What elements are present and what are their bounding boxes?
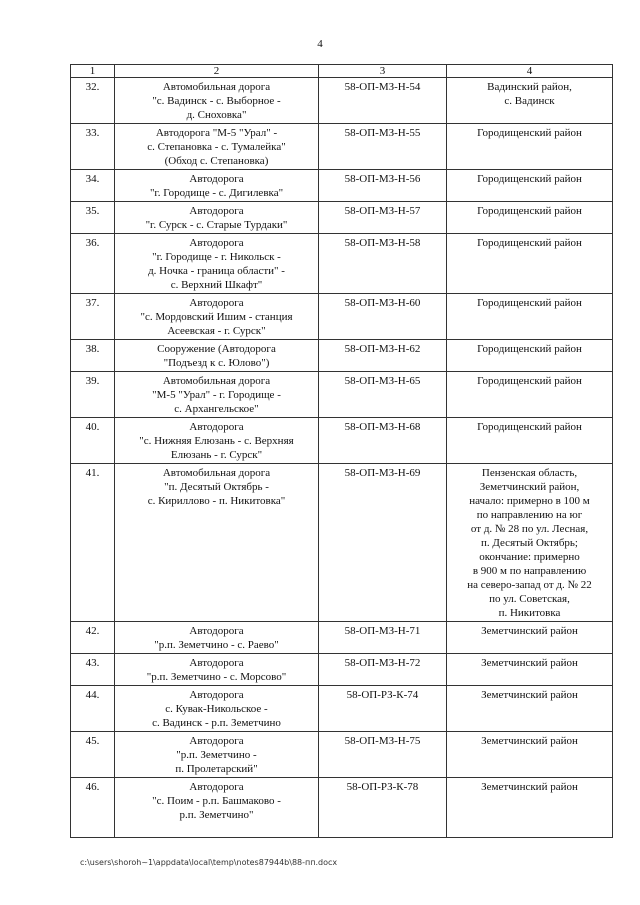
row-number: 45. (71, 732, 115, 778)
district-line: Городищенский район (477, 421, 582, 433)
column-header: 1 (71, 65, 115, 78)
road-name-cell (115, 234, 319, 294)
district-cell (447, 686, 613, 732)
district-line: на северо-запад от д. № 22 (467, 579, 592, 591)
table-row (71, 294, 613, 340)
table-row (71, 78, 613, 124)
road-code: 58-ОП-МЗ-Н-55 (319, 124, 447, 170)
road-name-cell (115, 622, 319, 654)
road-name-cell (115, 732, 319, 778)
road-name-line: Автодорога (189, 237, 244, 249)
row-number: 38. (71, 340, 115, 372)
road-name-line: "с. Вадинск - с. Выборное - (152, 95, 281, 107)
road-name-line: Автодорога (189, 625, 244, 637)
table-row (71, 170, 613, 202)
road-name-line: "М-5 "Урал" - г. Городище - (152, 389, 281, 401)
district-cell (447, 732, 613, 778)
road-name-line: с. Кириллово - п. Никитовка" (147, 495, 286, 507)
road-name-line: д. Сноховка" (186, 109, 247, 121)
row-number: 40. (71, 418, 115, 464)
district-line: Земетчинский район, (479, 481, 580, 493)
column-header: 2 (115, 65, 319, 78)
road-name-line: Асеевская - г. Сурск" (167, 325, 266, 337)
road-name-line: Автодорога (189, 689, 244, 701)
table-row (71, 778, 613, 838)
row-number: 37. (71, 294, 115, 340)
district-line: Земетчинский район (481, 781, 578, 793)
table-row (71, 234, 613, 294)
district-line: Городищенский район (477, 343, 582, 355)
row-number: 36. (71, 234, 115, 294)
table-header-row (71, 65, 613, 78)
district-line: в 900 м по направлению (472, 565, 587, 577)
road-name-line: с. Степановка - с. Тумалейка" (147, 141, 286, 153)
district-cell (447, 234, 613, 294)
road-code: 58-ОП-МЗ-Н-62 (319, 340, 447, 372)
district-cell (447, 340, 613, 372)
road-name-line: "р.п. Земетчино - с. Морсово" (146, 671, 287, 683)
district-line: Земетчинский район (481, 657, 578, 669)
road-name-line: "г. Городище - г. Никольск - (152, 251, 281, 263)
road-name-line: "п. Десятый Октябрь - (164, 481, 269, 493)
footer-file-path: c:\users\shoroh~1\appdata\local\temp\notes87944b\88-пп.docx (80, 858, 338, 867)
table-row (71, 418, 613, 464)
road-code: 58-ОП-МЗ-Н-69 (319, 464, 447, 622)
road-name-line: с. Верхний Шкафт" (170, 279, 263, 291)
district-line: по ул. Советская, (489, 593, 570, 605)
road-name-cell (115, 778, 319, 838)
road-name-line: Автомобильная дорога (162, 375, 271, 387)
road-code: 58-ОП-МЗ-Н-71 (319, 622, 447, 654)
table-row (71, 686, 613, 732)
district-cell (447, 372, 613, 418)
road-name-cell (115, 464, 319, 622)
road-code: 58-ОП-МЗ-Н-58 (319, 234, 447, 294)
road-name-cell (115, 170, 319, 202)
table-row (71, 372, 613, 418)
road-name-line: с. Кувак-Никольское - (165, 703, 268, 715)
road-code: 58-ОП-РЗ-К-78 (319, 778, 447, 838)
district-line: с. Вадинск (504, 95, 555, 107)
district-line: Земетчинский район (481, 689, 578, 701)
road-name-line: "с. Нижняя Елюзань - с. Верхняя (139, 435, 294, 447)
road-name-line: "с. Поим - р.п. Башмаково - (152, 795, 281, 807)
district-line: Городищенский район (477, 127, 582, 139)
district-line: п. Десятый Октябрь; (481, 537, 578, 549)
district-cell (447, 778, 613, 838)
district-cell (447, 622, 613, 654)
table-row (71, 622, 613, 654)
column-header: 3 (319, 65, 447, 78)
table-row (71, 202, 613, 234)
road-code: 58-ОП-МЗ-Н-54 (319, 78, 447, 124)
road-name-line: "г. Городище - с. Дигилевка" (149, 187, 284, 199)
row-number: 32. (71, 78, 115, 124)
road-name-line: р.п. Земетчино" (179, 809, 254, 821)
district-line: Городищенский район (477, 237, 582, 249)
road-name-cell (115, 294, 319, 340)
road-name-cell (115, 340, 319, 372)
table-row (71, 732, 613, 778)
district-cell (447, 78, 613, 124)
road-name-line: "р.п. Земетчино - (176, 749, 257, 761)
row-number: 43. (71, 654, 115, 686)
row-number: 46. (71, 778, 115, 838)
district-line: окончание: примерно (479, 551, 580, 563)
road-name-line: Сооружение (Автодорога (157, 343, 276, 355)
road-name-line: Автодорога (189, 657, 244, 669)
road-code: 58-ОП-МЗ-Н-65 (319, 372, 447, 418)
row-number: 42. (71, 622, 115, 654)
road-name-cell (115, 78, 319, 124)
district-line: Земетчинский район (481, 735, 578, 747)
road-name-line: Автодорога (189, 297, 244, 309)
road-name-cell (115, 202, 319, 234)
district-line: п. Никитовка (498, 607, 561, 619)
road-name-cell (115, 686, 319, 732)
district-cell (447, 294, 613, 340)
district-line: по направлению на юг (476, 509, 583, 521)
road-name-line: Автодорога (189, 421, 244, 433)
row-number: 35. (71, 202, 115, 234)
road-name-cell (115, 372, 319, 418)
column-header: 4 (447, 65, 613, 78)
table-row (71, 124, 613, 170)
district-line: Пензенская область, (481, 467, 578, 479)
road-name-cell (115, 418, 319, 464)
row-number: 41. (71, 464, 115, 622)
district-cell (447, 124, 613, 170)
district-cell (447, 464, 613, 622)
road-name-line: Автодорога (189, 173, 244, 185)
road-name-line: Автомобильная дорога (162, 467, 271, 479)
road-name-line: с. Вадинск - р.п. Земетчино (152, 717, 281, 729)
row-number: 33. (71, 124, 115, 170)
road-name-line: Автодорога (189, 735, 244, 747)
table-row (71, 654, 613, 686)
page-number: 4 (317, 38, 323, 50)
road-name-line: "с. Мордовский Ишим - станция (140, 311, 293, 323)
district-line: Земетчинский район (481, 625, 578, 637)
district-line: Городищенский район (477, 173, 582, 185)
table-row (71, 340, 613, 372)
road-name-line: Автомобильная дорога (162, 81, 271, 93)
row-number: 39. (71, 372, 115, 418)
road-name-line: "Подъезд к с. Юлово") (163, 357, 270, 369)
row-number: 34. (71, 170, 115, 202)
road-name-line: Автодорога "М-5 "Урал" - (155, 127, 278, 139)
road-code: 58-ОП-РЗ-К-74 (319, 686, 447, 732)
road-code: 58-ОП-МЗ-Н-56 (319, 170, 447, 202)
road-code: 58-ОП-МЗ-Н-68 (319, 418, 447, 464)
district-cell (447, 418, 613, 464)
road-name-line: "г. Сурск - с. Старые Турдаки" (145, 219, 288, 231)
district-line: начало: примерно в 100 м (469, 495, 590, 507)
road-name-line: Автодорога (189, 781, 244, 793)
road-name-line: (Обход с. Степановка) (164, 155, 269, 167)
table-body (71, 78, 613, 838)
road-name-line: "р.п. Земетчино - с. Раево" (154, 639, 279, 651)
road-name-line: Елюзань - г. Сурск" (170, 449, 263, 461)
road-name-line: п. Пролетарский" (175, 763, 258, 775)
district-cell (447, 202, 613, 234)
road-name-line: Автодорога (189, 205, 244, 217)
district-line: Вадинский район, (487, 81, 572, 93)
district-line: Городищенский район (477, 205, 582, 217)
district-cell (447, 654, 613, 686)
road-name-cell (115, 654, 319, 686)
district-line: Городищенский район (477, 297, 582, 309)
district-line: Городищенский район (477, 375, 582, 387)
district-line: от д. № 28 по ул. Лесная, (470, 523, 589, 535)
road-name-line: с. Архангельское" (174, 403, 259, 415)
road-code: 58-ОП-МЗ-Н-57 (319, 202, 447, 234)
table-row (71, 464, 613, 622)
row-number: 44. (71, 686, 115, 732)
road-name-cell (115, 124, 319, 170)
district-cell (447, 170, 613, 202)
road-code: 58-ОП-МЗ-Н-75 (319, 732, 447, 778)
road-code: 58-ОП-МЗ-Н-60 (319, 294, 447, 340)
road-name-line: д. Ночка - граница области" - (148, 265, 285, 277)
roads-table (70, 64, 613, 838)
road-code: 58-ОП-МЗ-Н-72 (319, 654, 447, 686)
